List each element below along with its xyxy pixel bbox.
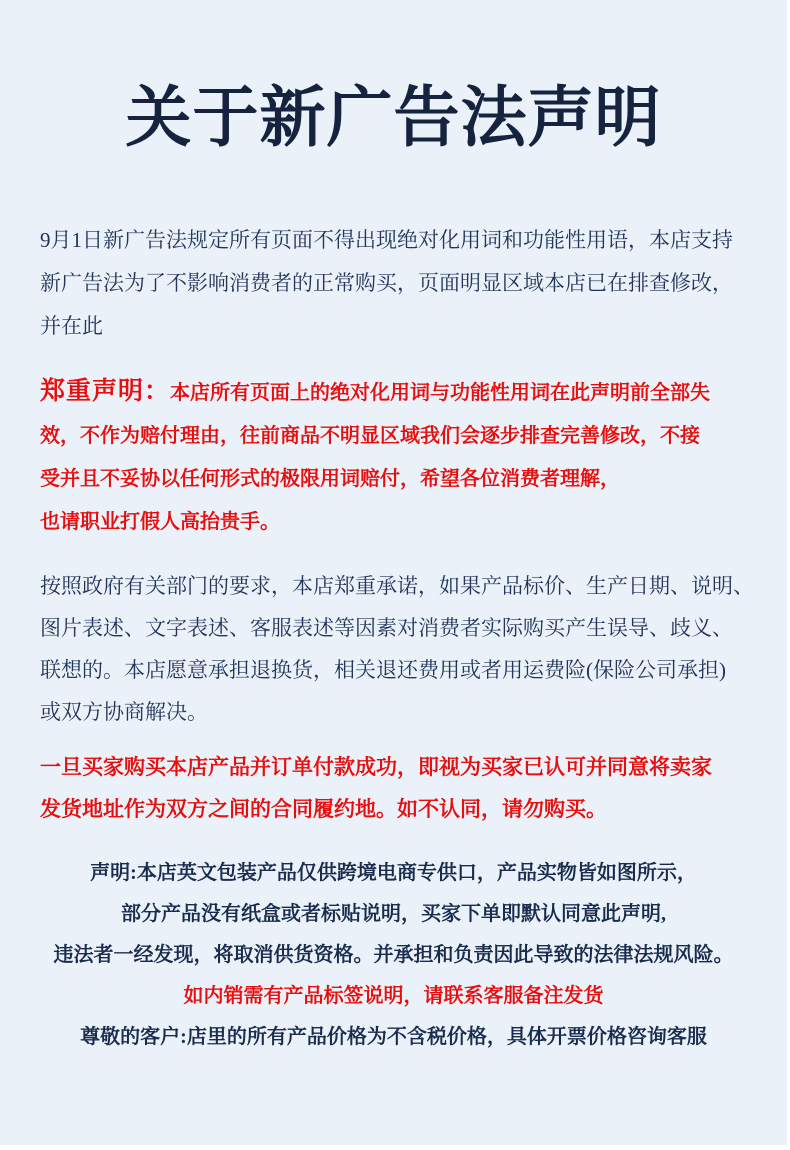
text-line: 图片表述、文字表述、客服表述等因素对消费者实际购买产生误导、歧义、 xyxy=(40,616,733,640)
solemn-declaration-paragraph xyxy=(40,370,751,544)
solemn-declaration-first-line xyxy=(40,370,751,415)
text-line: 9月1日新广告法规定所有页面不得出现绝对化用词和功能性用语，本店支持 xyxy=(40,228,733,252)
order-agreement-paragraph xyxy=(40,746,751,830)
text-line: 新广告法为了不影响消费者的正常购买，页面明显区域本店已在排查修改， xyxy=(40,271,733,295)
text-line: 发货地址作为双方之间的合同履约地。如不认同，请勿购买。 xyxy=(40,797,607,821)
government-commitment-paragraph xyxy=(40,565,754,733)
text-line: 部分产品没有纸盒或者标贴说明，买家下单即默认同意此声明, xyxy=(121,903,666,925)
text-line: 并在此 xyxy=(40,314,103,338)
text-line: 联想的。本店愿意承担退换货，相关退还费用或者用运费险(保险公司承担) xyxy=(40,658,726,682)
text-line: 效，不作为赔付理由，往前商品不明显区域我们会逐步排查完善修改，不接 xyxy=(40,425,700,447)
intro-paragraph xyxy=(40,219,751,348)
text-line: 或双方协商解决。 xyxy=(40,700,208,724)
domestic-label-notice: 如内销需有产品标签说明，请联系客服备注发货 xyxy=(183,985,604,1007)
solemn-declaration-line1-text: 本店所有页面上的绝对化用词与功能性用词在此声明前全部失 xyxy=(170,382,711,404)
text-line: 一旦买家购买本店产品并订单付款成功，即视为买家已认可并同意将卖家 xyxy=(40,755,712,779)
text-line: 违法者一经发现，将取消供货资格。并承担和负责因此导致的法律法规风险。 xyxy=(53,944,734,966)
solemn-declaration-body-lines xyxy=(40,415,751,544)
text-line: 声明:本店英文包装产品仅供跨境电商专供口，产品实物皆如图所示， xyxy=(90,862,697,884)
solemn-declaration-lead: 郑重声明： xyxy=(40,378,171,405)
text-line: 按照政府有关部门的要求，本店郑重承诺，如果产品标价、生产日期、说明、 xyxy=(40,574,754,598)
page-title: 关于新广告法声明 xyxy=(125,82,662,155)
export-packaging-statement-lines xyxy=(0,853,787,976)
text-line: 受并且不妥协以任何形式的极限用词赔付，希望各位消费者理解， xyxy=(40,468,620,490)
text-line: 也请职业打假人高抬贵手。 xyxy=(40,511,280,533)
footer-statements xyxy=(0,853,787,1058)
tax-price-notice: 尊敬的客户:店里的所有产品价格为不含税价格，具体开票价格咨询客服 xyxy=(80,1026,707,1048)
